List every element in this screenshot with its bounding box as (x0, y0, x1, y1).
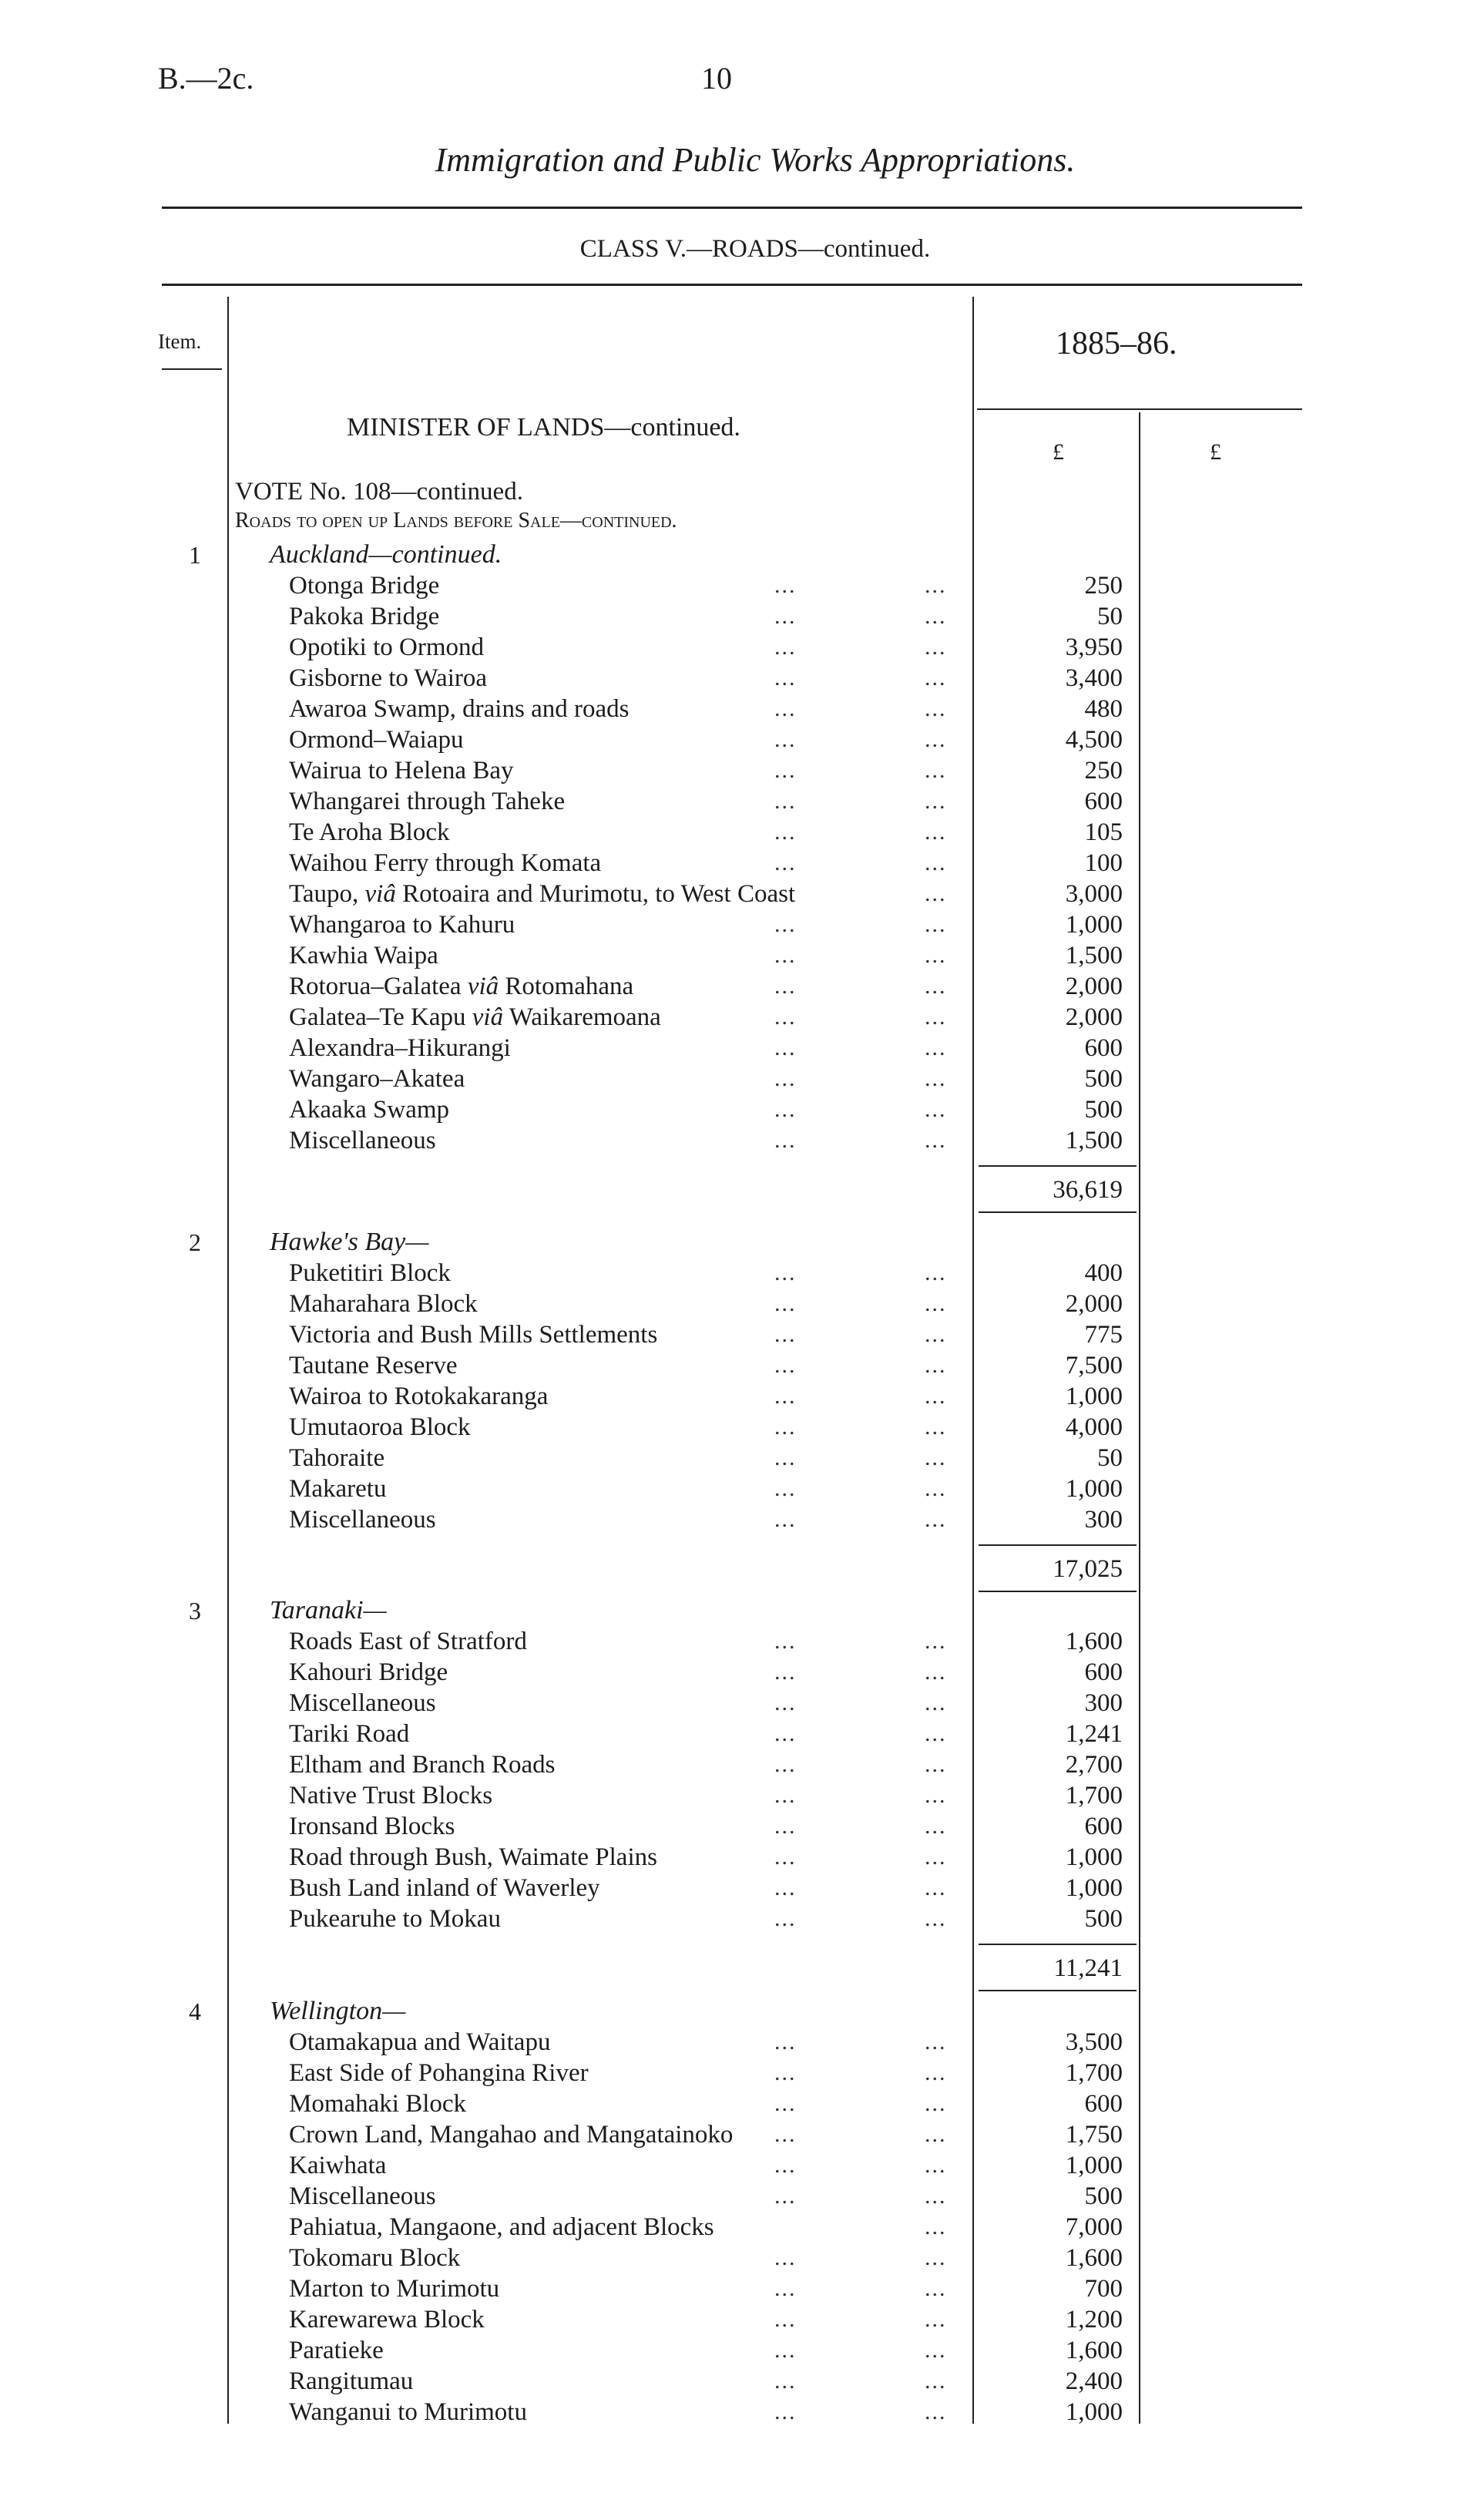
leader-dots: ... (925, 2029, 947, 2055)
leader-dots: ... (925, 634, 947, 660)
leader-dots: ... (774, 1721, 797, 1746)
amount-cell: 1,200 (1065, 2306, 1123, 2334)
region-heading: Hawke's Bay— (270, 1228, 429, 1256)
road-name: Miscellaneous (289, 1689, 436, 1717)
road-name: East Side of Pohangina River (289, 2059, 589, 2087)
road-name: Kaiwhata (289, 2152, 387, 2179)
minister-heading (347, 413, 740, 442)
item-column-header: Item. (158, 330, 202, 353)
leader-dots: ... (925, 1035, 947, 1060)
road-name: Whangarei through Taheke (289, 788, 566, 815)
road-name: Waihou Ferry through Komata (289, 849, 602, 877)
road-name: Taupo, viâ Rotoaira and Murimotu, to West Coast (289, 880, 796, 908)
leader-dots: ... (774, 665, 797, 690)
section-total: 11,241 (1053, 1954, 1123, 1982)
leader-dots: ... (774, 2307, 797, 2332)
road-name: Maharahara Block (289, 1290, 478, 1318)
item-column-divider (227, 297, 229, 2424)
road-name: Otamakapua and Waitapu (289, 2028, 551, 2056)
road-name: Pakoka Bridge (289, 603, 440, 630)
road-name: Alexandra–Hikurangi (289, 1034, 511, 1062)
road-name: Crown Land, Mangahao and Mangatainoko (289, 2121, 734, 2149)
leader-dots: ... (774, 2183, 797, 2209)
leader-dots: ... (774, 2060, 797, 2085)
leader-dots: ... (774, 2337, 797, 2363)
leader-dots: ... (925, 973, 947, 999)
currency-header-2: £ (1210, 439, 1221, 465)
amount-cell: 7,500 (1065, 1352, 1123, 1379)
leader-dots: ... (925, 1782, 947, 1808)
road-name: Kawhia Waipa (289, 942, 438, 969)
amount-cell: 2,000 (1065, 1290, 1123, 1318)
amount-cell: 1,500 (1065, 1127, 1123, 1154)
leader-dots: ... (774, 1414, 797, 1440)
leader-dots: ... (774, 1813, 797, 1839)
page-number: 10 (701, 61, 732, 96)
leader-dots: ... (925, 1414, 947, 1440)
amount-cell: 4,000 (1065, 1413, 1123, 1441)
road-name: Tautane Reserve (289, 1352, 458, 1379)
leader-dots: ... (774, 1352, 797, 1378)
leader-dots: ... (925, 1628, 947, 1654)
region-heading: Taranaki— (270, 1596, 387, 1625)
currency-header-1: £ (1053, 439, 1064, 465)
header-rule (162, 207, 1302, 209)
road-name: Eltham and Branch Roads (289, 1751, 556, 1779)
road-name: Momahaki Block (289, 2090, 467, 2118)
amount-cell: 3,000 (1065, 880, 1123, 908)
road-name: Pahiatua, Mangaone, and adjacent Blocks (289, 2213, 714, 2241)
leader-dots: ... (925, 788, 947, 814)
leader-dots: ... (925, 758, 947, 783)
road-name: Victoria and Bush Mills Settlements (289, 1321, 658, 1349)
leader-dots: ... (925, 1906, 947, 1931)
minister-heading-text: MINISTER OF LANDS—continued. (347, 413, 740, 442)
total-rule (979, 1165, 1137, 1167)
road-name: Pukearuhe to Mokau (289, 1905, 501, 1933)
leader-dots: ... (774, 1875, 797, 1900)
amount-cell: 500 (1084, 2182, 1123, 2210)
leader-dots: ... (774, 1066, 797, 1091)
amount-cell: 1,241 (1065, 1720, 1123, 1748)
amount-cell: 1,000 (1065, 1475, 1123, 1503)
amount-cell: 2,000 (1065, 1003, 1123, 1031)
amount-cell: 1,000 (1065, 1383, 1123, 1410)
leader-dots: ... (774, 2245, 797, 2270)
amount-cell: 600 (1084, 788, 1123, 815)
amount-cell: 7,000 (1065, 2213, 1123, 2241)
leader-dots: ... (925, 1097, 947, 1122)
amount-cell: 600 (1084, 1813, 1123, 1840)
road-name: Tariki Road (289, 1720, 410, 1748)
road-name: Bush Land inland of Waverley (289, 1874, 600, 1902)
amount-cell: 250 (1084, 757, 1123, 785)
leader-dots: ... (925, 942, 947, 968)
leader-dots: ... (774, 696, 797, 721)
road-name: Ironsand Blocks (289, 1813, 455, 1840)
road-name: Rangitumau (289, 2367, 414, 2395)
amount-cell: 105 (1084, 818, 1123, 846)
total-rule (979, 1544, 1137, 1546)
amount-cell: 1,000 (1065, 911, 1123, 939)
road-name: Awaroa Swamp, drains and roads (289, 695, 630, 723)
leader-dots: ... (774, 1322, 797, 1347)
amount-cell: 1,000 (1065, 2398, 1123, 2426)
road-name: Miscellaneous (289, 2182, 436, 2210)
leader-dots: ... (925, 2122, 947, 2147)
leader-dots: ... (925, 727, 947, 752)
total-underline (979, 1990, 1137, 1991)
leader-dots: ... (925, 1507, 947, 1532)
road-name: Wairoa to Rotokakaranga (289, 1383, 549, 1410)
amount-cell: 1,600 (1065, 2244, 1123, 2272)
year-column-header: 1885–86. (1056, 326, 1177, 361)
road-name: Karewarewa Block (289, 2306, 485, 2334)
leader-dots: ... (925, 1322, 947, 1347)
leader-dots: ... (774, 634, 797, 660)
road-name: Whangaroa to Kahuru (289, 911, 515, 939)
leader-dots: ... (774, 912, 797, 937)
amount-cell: 1,500 (1065, 942, 1123, 969)
amount-cell: 1,000 (1065, 1843, 1123, 1871)
region-heading: Wellington— (270, 1997, 406, 2025)
road-name: Rotorua–Galatea viâ Rotomahana (289, 973, 634, 1000)
leader-dots: ... (925, 603, 947, 629)
amount-cell: 50 (1097, 1444, 1123, 1472)
total-rule (979, 1944, 1137, 1945)
amount-cell: 4,500 (1065, 726, 1123, 754)
amount-cell: 700 (1084, 2275, 1123, 2303)
document-code: B.—2c. (158, 61, 254, 96)
leader-dots: ... (774, 2399, 797, 2424)
leader-dots: ... (925, 2060, 947, 2085)
leader-dots: ... (774, 942, 797, 968)
road-name: Miscellaneous (289, 1506, 436, 1534)
amount-cell: 600 (1084, 1034, 1123, 1062)
leader-dots: ... (925, 1476, 947, 1501)
road-name: Kahouri Bridge (289, 1658, 448, 1686)
section-total: 36,619 (1053, 1176, 1123, 1204)
amount-cell: 250 (1084, 572, 1123, 600)
leader-dots: ... (925, 2183, 947, 2209)
amount-cell: 480 (1084, 695, 1123, 723)
leader-dots: ... (774, 1659, 797, 1685)
leader-dots: ... (774, 2368, 797, 2394)
leader-dots: ... (925, 1721, 947, 1746)
road-name: Akaaka Swamp (289, 1096, 450, 1124)
leader-dots: ... (925, 912, 947, 937)
leader-dots: ... (774, 1782, 797, 1808)
leader-dots: ... (774, 1628, 797, 1654)
leader-dots: ... (925, 665, 947, 690)
amount-cell: 600 (1084, 2090, 1123, 2118)
amount-cell: 775 (1084, 1321, 1123, 1349)
class-title: CLASS V.—ROADS—continued. (579, 235, 931, 263)
road-name: Roads East of Stratford (289, 1628, 527, 1655)
table-top-rule (162, 284, 1302, 286)
amount-cell: 3,500 (1065, 2028, 1123, 2056)
amount-cell: 1,750 (1065, 2121, 1123, 2149)
leader-dots: ... (774, 1004, 797, 1030)
leader-dots: ... (774, 1127, 797, 1153)
amount-cell: 3,400 (1065, 664, 1123, 692)
leader-dots: ... (925, 819, 947, 845)
item-number: 2 (189, 1228, 201, 1256)
vote-subheading: Roads to open up Lands before Sale—continued. (235, 509, 677, 533)
road-name: Road through Bush, Waimate Plains (289, 1843, 657, 1871)
leader-dots: ... (774, 573, 797, 598)
leader-dots: ... (925, 881, 947, 906)
vote-heading: VOTE No. 108—continued. (235, 478, 523, 506)
total-underline (979, 1591, 1137, 1592)
leader-dots: ... (925, 2307, 947, 2332)
leader-dots: ... (774, 1383, 797, 1409)
leader-dots: ... (774, 1035, 797, 1060)
leader-dots: ... (774, 727, 797, 752)
leader-dots: ... (925, 1690, 947, 1715)
leader-dots: ... (774, 819, 797, 845)
item-number: 4 (189, 1998, 201, 2025)
leader-dots: ... (774, 1752, 797, 1777)
amount-cell: 1,600 (1065, 2337, 1123, 2364)
amount-cell: 1,000 (1065, 1874, 1123, 1902)
leader-dots: ... (774, 788, 797, 814)
leader-dots: ... (925, 573, 947, 598)
leader-dots: ... (774, 973, 797, 999)
leader-dots: ... (925, 1066, 947, 1091)
road-name: Native Trust Blocks (289, 1782, 493, 1809)
leader-dots: ... (925, 1813, 947, 1839)
year-head-underline (977, 408, 1302, 410)
item-number: 3 (189, 1597, 201, 1625)
road-name: Marton to Murimotu (289, 2275, 500, 2303)
leader-dots: ... (925, 2091, 947, 2116)
leader-dots: ... (925, 850, 947, 875)
leader-dots: ... (925, 2152, 947, 2178)
leader-dots: ... (774, 850, 797, 875)
road-name: Galatea–Te Kapu viâ Waikaremoana (289, 1003, 661, 1031)
second-amount-divider (1139, 412, 1140, 2424)
leader-dots: ... (925, 1659, 947, 1685)
leader-dots: ... (925, 2368, 947, 2394)
amount-cell: 600 (1084, 1658, 1123, 1686)
leader-dots: ... (925, 1260, 947, 1285)
leader-dots: ... (925, 1875, 947, 1900)
page-title: Immigration and Public Works Appropriations. (435, 141, 1076, 179)
road-name: Tahoraite (289, 1444, 385, 1472)
leader-dots: ... (774, 2122, 797, 2147)
amount-cell: 1,700 (1065, 1782, 1123, 1809)
amount-cell: 400 (1084, 1259, 1123, 1287)
road-name: Te Aroha Block (289, 818, 450, 846)
leader-dots: ... (925, 1291, 947, 1316)
amount-cell: 500 (1084, 1905, 1123, 1933)
road-name: Wanganui to Murimotu (289, 2398, 527, 2426)
leader-dots: ... (925, 2214, 947, 2239)
amount-cell: 1,000 (1065, 2152, 1123, 2179)
road-name: Wangaro–Akatea (289, 1065, 465, 1093)
leader-dots: ... (925, 1004, 947, 1030)
amount-cell: 2,400 (1065, 2367, 1123, 2395)
amount-column-divider (972, 297, 974, 2424)
leader-dots: ... (774, 1291, 797, 1316)
road-name: Paratieke (289, 2337, 384, 2364)
leader-dots: ... (925, 2337, 947, 2363)
amount-cell: 500 (1084, 1096, 1123, 1124)
road-name: Otonga Bridge (289, 572, 440, 600)
leader-dots: ... (925, 1445, 947, 1470)
leader-dots: ... (774, 2029, 797, 2055)
road-name: Opotiki to Ormond (289, 633, 484, 661)
leader-dots: ... (925, 2276, 947, 2301)
leader-dots: ... (774, 1690, 797, 1715)
road-name: Wairua to Helena Bay (289, 757, 514, 785)
road-name: Makaretu (289, 1475, 387, 1503)
section-total: 17,025 (1053, 1555, 1123, 1583)
leader-dots: ... (774, 2091, 797, 2116)
amount-cell: 500 (1084, 1065, 1123, 1093)
leader-dots: ... (774, 603, 797, 629)
leader-dots: ... (774, 1445, 797, 1470)
amount-cell: 2,000 (1065, 973, 1123, 1000)
road-name: Miscellaneous (289, 1127, 436, 1154)
amount-cell: 1,700 (1065, 2059, 1123, 2087)
amount-cell: 300 (1084, 1506, 1123, 1534)
leader-dots: ... (925, 1383, 947, 1409)
amount-cell: 3,950 (1065, 633, 1123, 661)
leader-dots: ... (774, 1260, 797, 1285)
leader-dots: ... (925, 1844, 947, 1870)
leader-dots: ... (774, 758, 797, 783)
leader-dots: ... (774, 1844, 797, 1870)
road-name: Tokomaru Block (289, 2244, 461, 2272)
leader-dots: ... (774, 1906, 797, 1931)
leader-dots: ... (774, 1507, 797, 1532)
leader-dots: ... (925, 696, 947, 721)
road-name: Ormond–Waiapu (289, 726, 464, 754)
road-name: Puketitiri Block (289, 1259, 451, 1287)
amount-cell: 300 (1084, 1689, 1123, 1717)
leader-dots: ... (925, 1752, 947, 1777)
road-name: Gisborne to Wairoa (289, 664, 488, 692)
amount-cell: 50 (1097, 603, 1123, 630)
amount-cell: 100 (1084, 849, 1123, 877)
leader-dots: ... (774, 2152, 797, 2178)
leader-dots: ... (925, 2399, 947, 2424)
amount-cell: 1,600 (1065, 1628, 1123, 1655)
item-head-underline (162, 368, 222, 370)
leader-dots: ... (774, 1476, 797, 1501)
leader-dots: ... (774, 2276, 797, 2301)
total-underline (979, 1211, 1137, 1213)
leader-dots: ... (925, 2245, 947, 2270)
leader-dots: ... (925, 1127, 947, 1153)
amount-cell: 2,700 (1065, 1751, 1123, 1779)
leader-dots: ... (774, 1097, 797, 1122)
item-number: 1 (189, 541, 201, 569)
region-heading: Auckland—continued. (270, 540, 502, 569)
leader-dots: ... (925, 1352, 947, 1378)
road-name: Umutaoroa Block (289, 1413, 471, 1441)
